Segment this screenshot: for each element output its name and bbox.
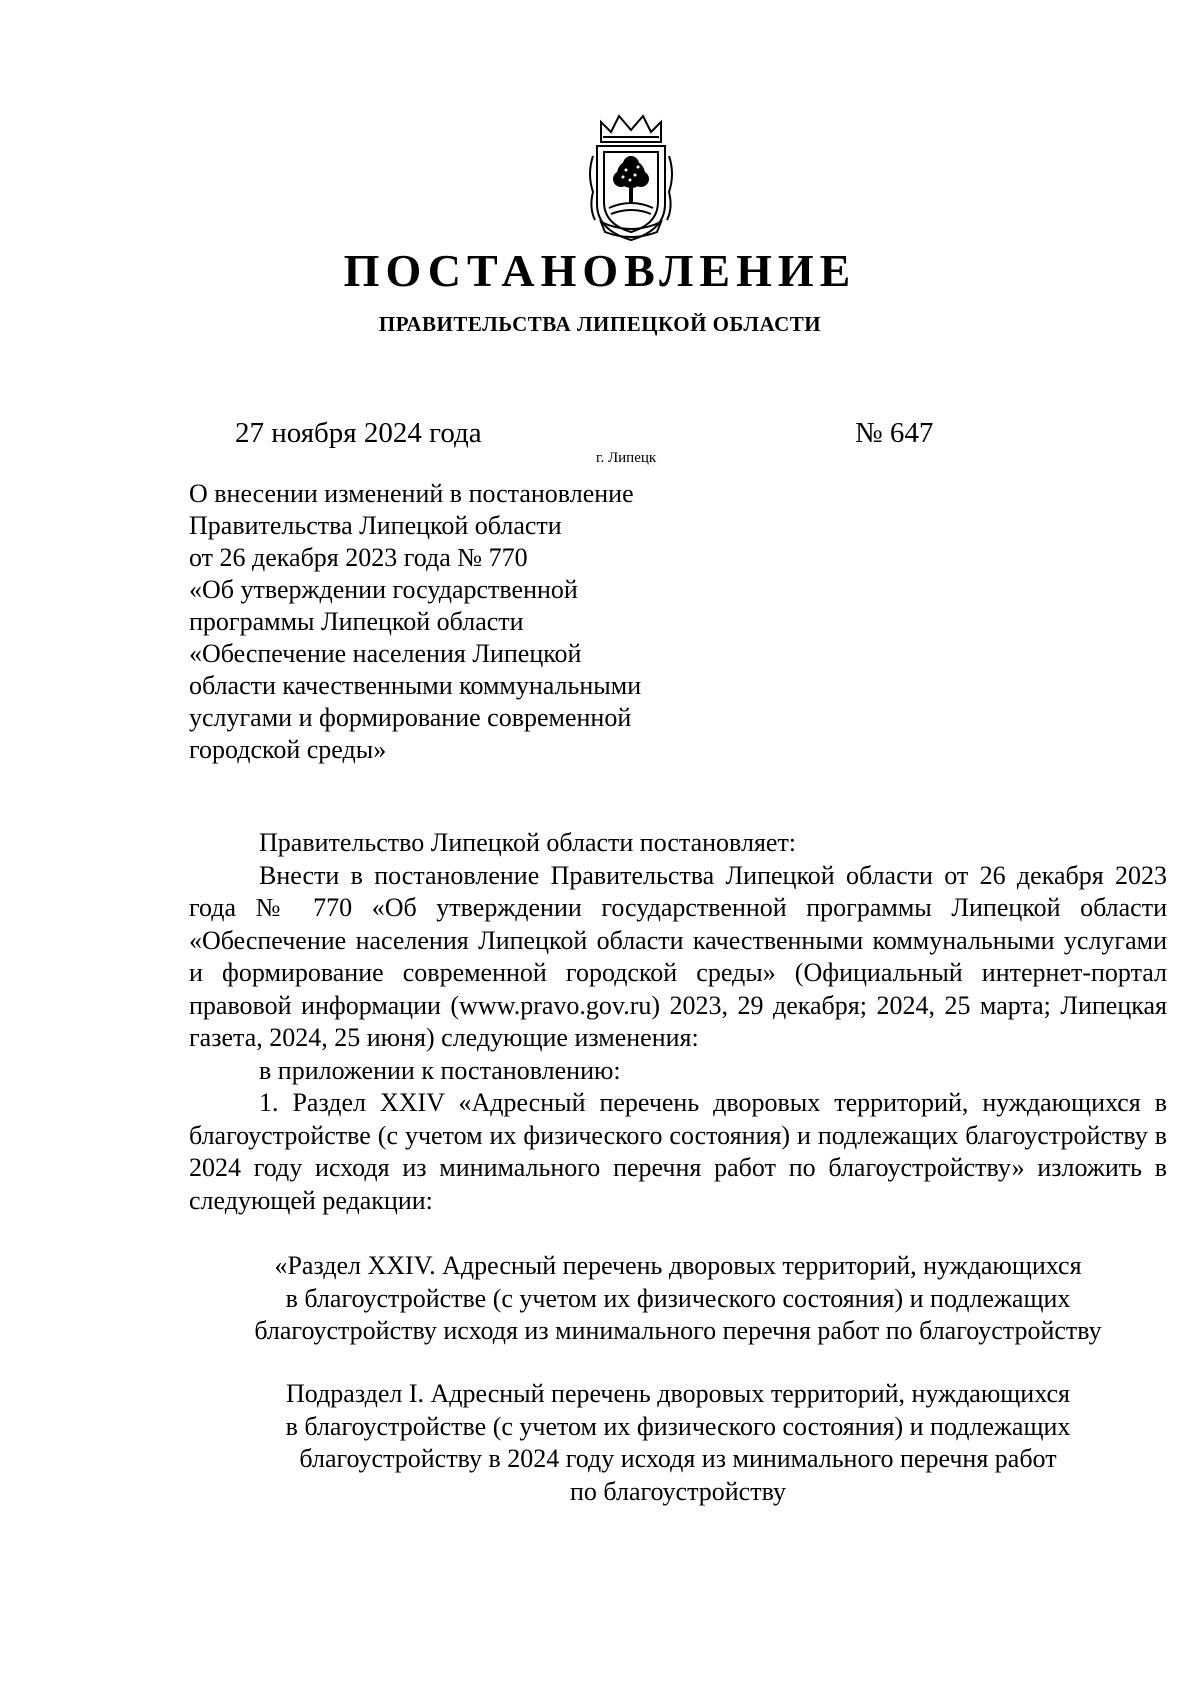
subsection-line: в благоустройстве (с учетом их физического состояния) и подлежащих [285,1411,1071,1441]
heading-line: городской среды» [189,735,387,764]
document-number: № 647 [855,417,934,449]
heading-line: Правительства Липецкой области [189,511,562,540]
body-paragraph: Правительство Липецкой области постановляет: [259,828,797,857]
subsection-line: по благоустройству [570,1476,786,1506]
heading-line: «Обеспечение населения Липецкой [189,639,582,668]
document-heading [189,478,749,766]
subsection-line: Подраздел I. Адресный перечень дворовых территорий, нуждающихся [286,1379,1070,1408]
lipetsk-coat-of-arms-icon [585,112,677,244]
heading-line: программы Липецкой области [189,607,524,636]
body-paragraph: Внести в постановление Правительства Липецкой области от 26 декабря 2023 года № 770 «Об утверждении государственной программы Липецкой области «Обеспечение населения Липецкой области качественными коммунальными услугами и формирование современной городской среды» (Официальный интернет-портал правовой информации (www.pravo.gov.ru) 2023, 29 декабря; 2024, 25 марта; Липецкая газета, 2024, 25 июня) следующие изменения: [189,860,1167,1052]
document-body [189,827,1167,1217]
subsection-line: благоустройству в 2024 году исходя из минимального перечня работ [299,1444,1057,1473]
document-title: ПОСТАНОВЛЕНИЕ [343,245,857,296]
heading-line: О внесении изменений в постановление [189,479,634,508]
heading-line: от 26 декабря 2023 года № 770 [189,543,528,572]
body-paragraph: в приложении к постановлению: [259,1055,621,1085]
section-line: в благоустройстве (с учетом их физического состояния) и подлежащих [285,1283,1071,1313]
document-city: г. Липецк [596,450,657,466]
document-date: 27 ноября 2024 года [235,417,482,449]
heading-line: области качественными коммунальными [189,671,642,700]
section-line: «Раздел XXIV. Адресный перечень дворовых территорий, нуждающихся [274,1251,1082,1280]
subsection-heading [189,1378,1167,1508]
section-line: благоустройству исходя из минимального перечня работ по благоустройству [254,1316,1102,1345]
heading-line: «Об утверждении государственной [189,575,578,604]
heading-line: услугами и формирование современной [189,703,632,732]
document-issuer: ПРАВИТЕЛЬСТВА ЛИПЕЦКОЙ ОБЛАСТИ [378,312,822,336]
body-paragraph: 1. Раздел XXIV «Адресный перечень дворовых территорий, нуждающихся в благоустройстве (с учетом их физического состояния) и подлежащих благоустройству в 2024 году исходя из минимального перечня работ по благоустройству» изложить в следующей редакции: [189,1088,1167,1215]
section-heading [189,1250,1167,1348]
